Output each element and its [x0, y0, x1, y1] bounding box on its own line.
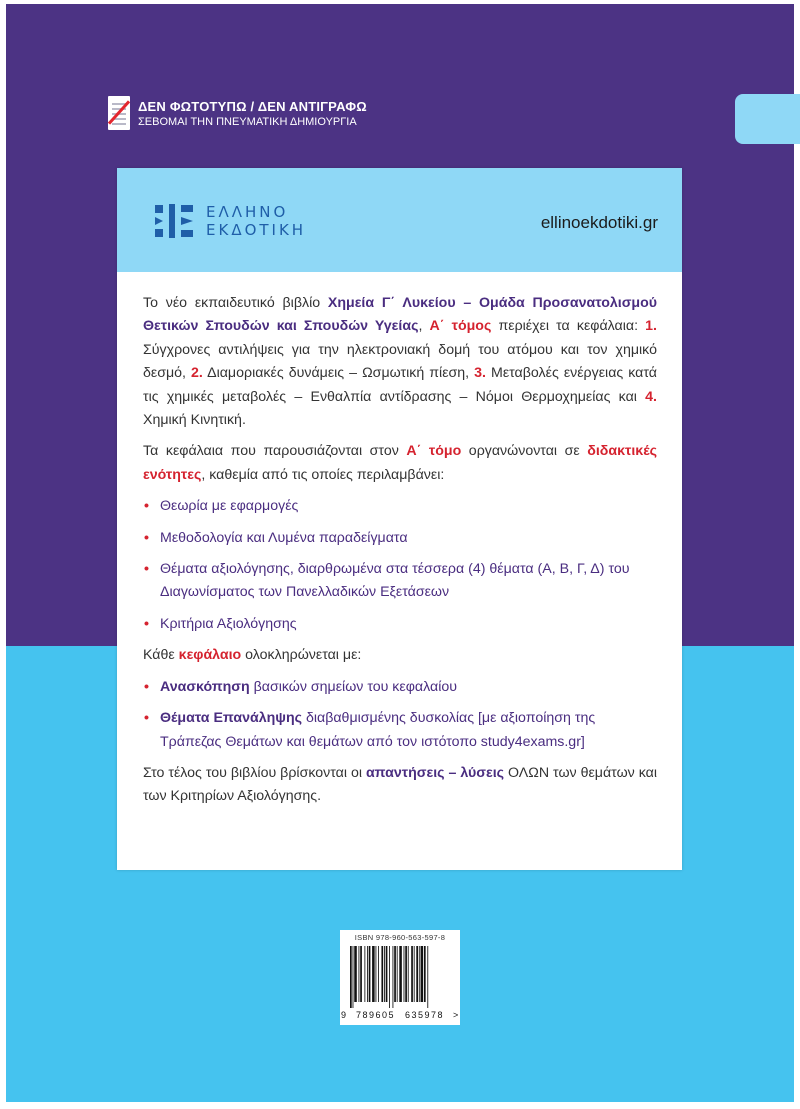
barcode-bar — [378, 946, 379, 1002]
list-item — [143, 613, 657, 636]
chapter-highlight: κεφάλαιο — [178, 647, 242, 664]
barcode-bar — [389, 946, 390, 1008]
barcode-bar — [393, 946, 394, 1008]
publisher-header — [117, 168, 682, 272]
publisher-name-line1: ΕΛΛΗΝΟ — [206, 203, 289, 221]
chapter-item-text: διαβαθμισμένης δυσκολίας [με αξιοποίηση της Τράπεζας Θεμάτων και θεμάτων από τον ιστότοπο study4exams.gr] — [160, 710, 596, 750]
barcode-end-mark: > — [453, 1010, 459, 1020]
barcode-bar — [350, 946, 352, 1008]
barcode-bar — [353, 946, 354, 1008]
units-text-3: , καθεμία από τις οποίες περιλαμβάνει: — [201, 466, 445, 483]
volume-highlight: Α΄ τόμος — [429, 318, 492, 335]
barcode-bar — [414, 946, 415, 1002]
no-copy-title: ΔΕΝ ΦΩΤΟΤΥΠΩ / ΔΕΝ ΑΝΤΙΓΡΑΦΩ — [138, 98, 367, 114]
barcode-bar — [364, 946, 365, 1002]
barcode-bar — [399, 946, 402, 1002]
list-item — [143, 495, 657, 518]
list-item — [143, 558, 657, 605]
closing-paragraph — [143, 762, 657, 809]
barcode-bar — [405, 946, 407, 1002]
no-copy-notice — [108, 96, 367, 130]
chapter-number-4: 4. — [645, 388, 657, 405]
barcode-bar — [386, 946, 388, 1002]
isbn-barcode — [340, 930, 460, 1025]
barcode-digits-left: 789605 — [356, 1010, 396, 1020]
description-panel — [117, 168, 682, 870]
barcode-bar — [359, 946, 360, 1002]
barcode-bar — [421, 946, 424, 1002]
unit-item-label: Θέματα αξιολόγησης, διαρθρωμένα στα τέσσερα (4) θέματα (Α, Β, Γ, Δ) του Διαγωνίσματος των Πανελλαδικών Εξετάσεων — [160, 561, 630, 601]
barcode-bar — [416, 946, 418, 1002]
intro-text-1: Το νέο εκπαιδευτικό βιβλίο — [143, 295, 328, 311]
barcode-bar — [397, 946, 398, 1002]
teaching-units-highlight: διδακτικές ενότητες — [143, 443, 657, 483]
volume-highlight-2: Α΄ τόμο — [406, 443, 462, 460]
intro-text-2: , — [418, 318, 430, 335]
units-text-1: Τα κεφάλαια που παρουσιάζονται στον — [143, 443, 407, 460]
unit-item-label: Κριτήρια Αξιολόγησης — [160, 615, 297, 632]
book-title-highlight: Χημεία Γ΄ Λυκείου – Ομάδα Προσανατολισμού Θετικών Σπουδών και Σπουδών Υγείας — [143, 295, 658, 335]
no-photocopy-icon — [108, 96, 130, 130]
unit-items-list — [143, 495, 657, 636]
barcode-digits — [340, 1010, 460, 1022]
barcode-bar — [354, 946, 357, 1002]
barcode-bar — [376, 946, 377, 1002]
isbn-label: ISBN 978-960-563-597-8 — [354, 933, 446, 942]
chapter-item-title: Θέματα Επανάληψης — [160, 710, 302, 727]
chapter-2-text: Διαμοριακές δυνάμεις – Ωσμωτική πίεση, — [202, 365, 475, 382]
chapter-4-text: Χημική Κινητική. — [143, 412, 246, 429]
barcode-digit-first: 9 — [341, 1010, 347, 1020]
barcode-digits-right: 635978 — [405, 1010, 445, 1020]
barcode-bar — [424, 946, 426, 1002]
intro-paragraph — [143, 292, 657, 432]
chapter-number-2: 2. — [191, 365, 203, 382]
chapter-number-1: 1. — [645, 318, 658, 335]
barcode-bar — [367, 946, 368, 1002]
publisher-website[interactable]: ellinoekdotiki.gr — [540, 213, 658, 232]
barcode-bar — [384, 946, 385, 1002]
list-item — [143, 707, 657, 754]
ellinoekdotiki-logo-icon — [154, 201, 194, 241]
decorative-tab — [735, 94, 800, 144]
no-copy-subtitle: ΣΕΒΟΜΑΙ ΤΗΝ ΠΝΕΥΜΑΤΙΚΗ ΔΗΜΙΟΥΡΓΙΑ — [138, 115, 357, 128]
closing-text-1: Στο τέλος του βιβλίου βρίσκονται οι — [143, 764, 366, 781]
intro-text-3: περιέχει τα κεφάλαια: — [491, 318, 646, 335]
unit-item-label: Μεθοδολογία και Λυμένα παραδείγματα — [160, 529, 408, 546]
publisher-logo — [154, 201, 306, 241]
barcode-bar — [411, 946, 413, 1002]
units-paragraph — [143, 440, 657, 487]
answers-highlight: απαντήσεις – λύσεις — [365, 764, 505, 781]
chapter-text-2: ολοκληρώνεται με: — [241, 647, 362, 664]
chapter-number-3: 3. — [474, 365, 486, 382]
list-item — [143, 527, 657, 550]
chapter-paragraph — [143, 644, 657, 667]
chapter-item-text: βασικών σημείων του κεφαλαίου — [249, 678, 458, 695]
barcode-bar — [419, 946, 420, 1002]
publisher-name-line2: ΕΚΔΟΤΙΚΗ — [206, 221, 307, 239]
units-text-2: οργανώνονται σε — [461, 443, 588, 460]
description-text — [143, 292, 657, 817]
barcode-bar — [372, 946, 375, 1002]
barcode-bars — [348, 946, 452, 1008]
barcode-bar — [369, 946, 371, 1002]
barcode-bar — [360, 946, 362, 1002]
barcode-bar — [394, 946, 396, 1002]
closing-text-2: ΟΛΩΝ των θεμάτων και των Κριτηρίων Αξιολόγησης. — [143, 764, 657, 805]
chapter-text-1: Κάθε — [143, 647, 179, 664]
barcode-bar — [408, 946, 409, 1002]
chapter-3-text: Μεταβολές ενέργειας κατά τις χημικές μεταβολές – Ενθαλπία αντίδρασης – Νόμοι Θερμοχημείας και — [143, 365, 657, 405]
chapter-items-list — [143, 676, 657, 754]
chapter-item-title: Ανασκόπηση — [160, 678, 250, 695]
barcode-bar — [404, 946, 405, 1002]
unit-item-label: Θεωρία με εφαρμογές — [160, 498, 299, 515]
list-item — [143, 676, 657, 699]
barcode-bar — [427, 946, 428, 1008]
barcode-bar — [381, 946, 383, 1002]
chapter-1-text: Σύγχρονες αντιλήψεις για την ηλεκτρονιακή δομή του ατόμου και τον χημικό δεσμό, — [143, 341, 657, 382]
